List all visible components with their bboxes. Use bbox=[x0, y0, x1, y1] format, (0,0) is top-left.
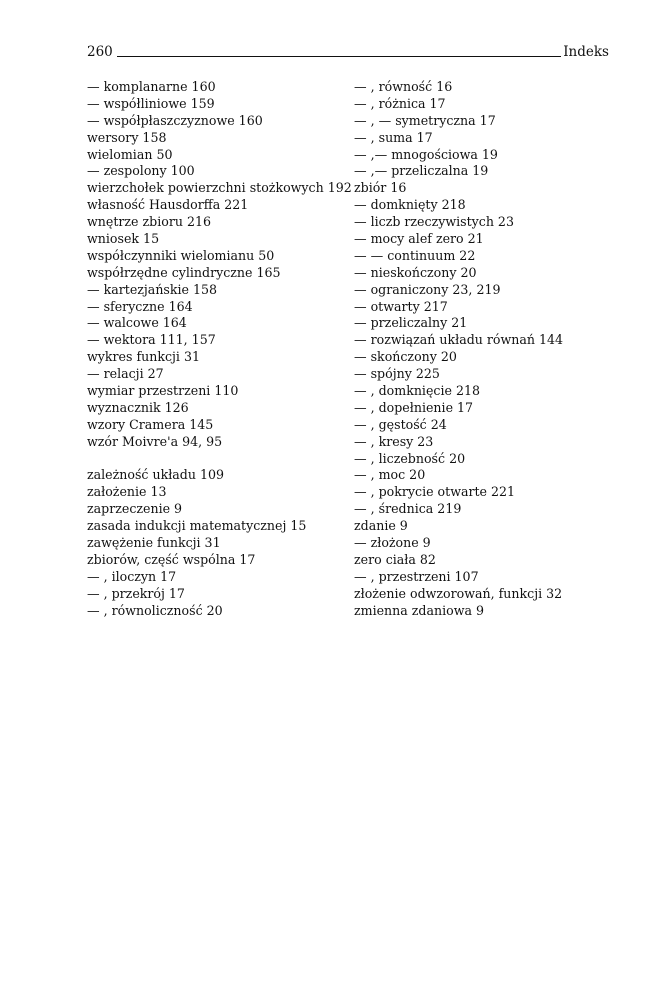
index-entry: — współpłaszczyznowe 160 bbox=[87, 112, 263, 128]
index-entry: — , przekrój 17 bbox=[87, 585, 185, 601]
index-entry: — walcowe 164 bbox=[87, 315, 187, 331]
index-entry: zależność układu 109 bbox=[87, 467, 225, 483]
index-entry: — mocy alef zero 21 bbox=[354, 231, 484, 247]
index-entry: — , dopełnienie 17 bbox=[354, 399, 474, 415]
index-entry: — spójny 225 bbox=[354, 366, 440, 382]
index-entry: zbiorów, część wspólna 17 bbox=[87, 551, 256, 567]
index-entry: wyznacznik 126 bbox=[87, 399, 189, 415]
index-entry: — sferyczne 164 bbox=[87, 298, 193, 314]
index-entry: własność Hausdorffa 221 bbox=[87, 197, 249, 213]
index-entry: zmienna zdaniowa 9 bbox=[354, 602, 485, 618]
index-entry: — , przestrzeni 107 bbox=[354, 568, 479, 584]
index-entry: wierzchołek powierzchni stożkowych 192 bbox=[87, 180, 352, 196]
index-entry: — ,— przeliczalna 19 bbox=[354, 163, 489, 179]
index-entry: — , równość 16 bbox=[354, 79, 453, 94]
index-entry: — , pokrycie otwarte 221 bbox=[354, 484, 516, 500]
index-entry: zbiór 16 bbox=[354, 180, 407, 196]
index-entry: — ,— mnogościowa 19 bbox=[354, 146, 498, 162]
index-entry: — domknięty 218 bbox=[354, 197, 466, 213]
header-rule bbox=[117, 56, 561, 57]
index-column-right bbox=[354, 79, 563, 620]
index-entry: — , kresy 23 bbox=[354, 433, 434, 449]
header-title: Indeks bbox=[563, 44, 609, 60]
index-entry: — otwarty 217 bbox=[354, 298, 448, 314]
index-entry: — ograniczony 23, 219 bbox=[354, 281, 501, 297]
index-entry: — kartezjańskie 158 bbox=[87, 281, 218, 297]
index-entry: wnętrze zbioru 216 bbox=[87, 214, 211, 230]
index-entry: — , moc 20 bbox=[354, 467, 426, 483]
index-entry: — , różnica 17 bbox=[354, 95, 446, 111]
index-entry: — komplanarne 160 bbox=[87, 79, 216, 94]
index-entry: wymiar przestrzeni 110 bbox=[87, 383, 239, 399]
index-entry: wielomian 50 bbox=[87, 146, 173, 162]
index-entry: — — continuum 22 bbox=[354, 247, 476, 263]
index-entry: — , — symetryczna 17 bbox=[354, 112, 496, 128]
index-column-left bbox=[87, 79, 352, 620]
index-entry: — , domknięcie 218 bbox=[354, 383, 480, 399]
index-entry: — liczb rzeczywistych 23 bbox=[354, 214, 514, 230]
index-entry: wykres funkcji 31 bbox=[87, 349, 200, 365]
index-entry: — wektora 111, 157 bbox=[87, 332, 216, 348]
index-entry: — , liczebność 20 bbox=[354, 450, 466, 466]
index-entry: zawężenie funkcji 31 bbox=[87, 535, 221, 551]
index-entry: — złożone 9 bbox=[354, 535, 431, 551]
index-entry: — , średnica 219 bbox=[354, 501, 462, 517]
page-number: 260 bbox=[87, 44, 113, 60]
index-entry: — , równoliczność 20 bbox=[87, 602, 223, 618]
index-entry: założenie 13 bbox=[87, 484, 167, 500]
index-entry: zdanie 9 bbox=[354, 518, 408, 534]
index-entry: wzory Cramera 145 bbox=[87, 416, 214, 432]
index-entry: — nieskończony 20 bbox=[354, 264, 477, 280]
index-entry: — relacji 27 bbox=[87, 366, 164, 382]
index-entry: — rozwiązań układu równań 144 bbox=[354, 332, 564, 348]
index-entry: — skończony 20 bbox=[354, 349, 457, 365]
index-entry: — zespolony 100 bbox=[87, 163, 195, 179]
index-entry: — przeliczalny 21 bbox=[354, 315, 468, 331]
index-entry: złożenie odwzorowań, funkcji 32 bbox=[354, 585, 563, 601]
index-entry: wniosek 15 bbox=[87, 231, 160, 247]
index-entry: — współliniowe 159 bbox=[87, 95, 215, 111]
index-entry: — , iloczyn 17 bbox=[87, 568, 177, 584]
running-header bbox=[87, 44, 609, 62]
index-entry: wzór Moivre'a 94, 95 bbox=[87, 433, 223, 449]
index-entry: — , suma 17 bbox=[354, 129, 433, 145]
index-entry: wersory 158 bbox=[87, 129, 167, 145]
index-entry: współczynniki wielomianu 50 bbox=[87, 247, 275, 263]
index-gap bbox=[87, 451, 352, 468]
index-entry: — , gęstość 24 bbox=[354, 416, 447, 432]
index-entry: zasada indukcji matematycznej 15 bbox=[87, 518, 307, 534]
index-entry: zero ciała 82 bbox=[354, 551, 436, 567]
index-entry: zaprzeczenie 9 bbox=[87, 501, 183, 517]
index-entry: współrzędne cylindryczne 165 bbox=[87, 264, 281, 280]
